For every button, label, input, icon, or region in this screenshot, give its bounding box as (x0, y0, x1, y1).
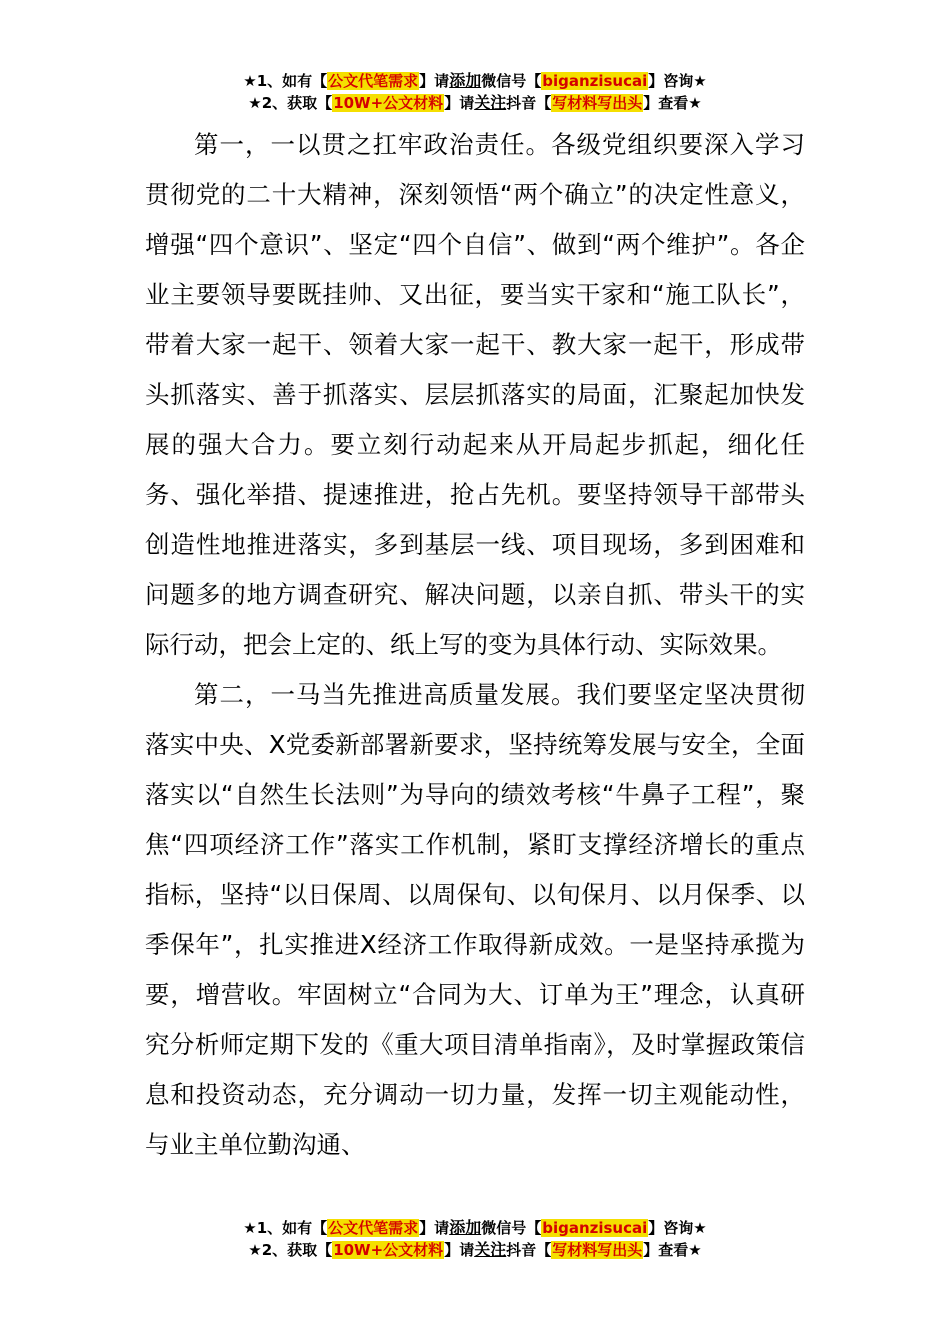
footer-promo-line-1-text: 】请 (419, 1219, 450, 1237)
footer-promo-line-1-suffix: 】咨询★ (648, 1219, 707, 1237)
promo-line-1-prefix: ★1、如有【 (243, 72, 328, 90)
footer-promo-emphasis-follow: 关注 (474, 1240, 507, 1259)
paragraph-first-point: 第一，一以贯之扛牢政治责任。各级党组织要深入学习贯彻党的二十大精神，深刻领悟“两个确立”的决定性意义，增强“四个意识”、坚定“四个自信”、做到“两个维护”。各企业主要领导要既挂帅、又出征，要当实干家和“施工队长”，带着大家一起干、领着大家一起干、教大家一起干，形成带头抓落实、善于抓落实、层层抓落实的局面，汇聚起加快发展的强大合力。要立刻行动起来从开局起步抓起，细化任务、强化举措、提速推进，抢占先机。要坚持领导干部带头创造性地推进落实，多到基层一线、项目现场，多到困难和问题多的地方调查研究、解决问题，以亲自抓、带头干的实际行动，把会上定的、纸上写的变为具体行动、实际效果。 (145, 130, 805, 659)
promo-highlight-materials: 10W+公文材料 (333, 94, 444, 112)
footer-promo-highlight-wechat-id: biganzisucai (542, 1219, 648, 1237)
footer-promo-line-1-prefix: ★1、如有【 (243, 1219, 328, 1237)
footer-promo-line-1 (0, 1217, 950, 1239)
footer-promo-highlight-account: 写材料写出头 (552, 1241, 643, 1259)
paragraph-second-point: 第二，一马当先推进高质量发展。我们要坚定坚决贯彻落实中央、X党委新部署新要求，坚持统筹发展与安全，全面落实以“自然生长法则”为导向的绩效考核“牛鼻子工程”，聚焦“四项经济工作”落实工作机制，紧盯支撑经济增长的重点指标，坚持“以日保周、以周保旬、以旬保月、以月保季、以季保年”，扎实推进X经济工作取得新成效。一是坚持承揽为要，增营收。牢固树立“合同为大、订单为王”理念，认真研究分析师定期下发的《重大项目清单指南》，及时掌握政策信息和投资动态，充分调动一切力量，发挥一切主观能动性，与业主单位勤沟通、 (145, 680, 805, 1159)
footer-promo-emphasis-add: 添加 (449, 1218, 482, 1237)
promo-line-1-text: 】请 (419, 72, 450, 90)
footer-promo-line-2-suffix: 】查看★ (643, 1241, 702, 1259)
footer-promo-line-2-text: 】请 (444, 1241, 475, 1259)
promo-line-2-text-2: 抖音【 (506, 94, 552, 112)
header-promo-banner (0, 70, 950, 114)
promo-line-2-text: 】请 (444, 94, 475, 112)
document-body (145, 120, 805, 1170)
footer-promo-highlight-service: 公文代笔需求 (328, 1219, 419, 1237)
promo-line-2-suffix: 】查看★ (643, 94, 702, 112)
promo-highlight-wechat-id: biganzisucai (542, 72, 648, 90)
promo-highlight-service: 公文代笔需求 (328, 72, 419, 90)
footer-promo-line-1-text-2: 微信号【 (481, 1219, 542, 1237)
footer-promo-highlight-materials: 10W+公文材料 (333, 1241, 444, 1259)
footer-promo-line-2-text-2: 抖音【 (506, 1241, 552, 1259)
footer-promo-line-2-prefix: ★2、获取【 (248, 1241, 333, 1259)
promo-line-2 (0, 92, 950, 114)
promo-line-1 (0, 70, 950, 92)
promo-line-2-prefix: ★2、获取【 (248, 94, 333, 112)
footer-promo-banner (0, 1217, 950, 1261)
promo-line-1-suffix: 】咨询★ (648, 72, 707, 90)
promo-emphasis-follow: 关注 (474, 93, 507, 112)
promo-highlight-account: 写材料写出头 (552, 94, 643, 112)
footer-promo-line-2 (0, 1239, 950, 1261)
promo-emphasis-add: 添加 (449, 71, 482, 90)
promo-line-1-text-2: 微信号【 (481, 72, 542, 90)
